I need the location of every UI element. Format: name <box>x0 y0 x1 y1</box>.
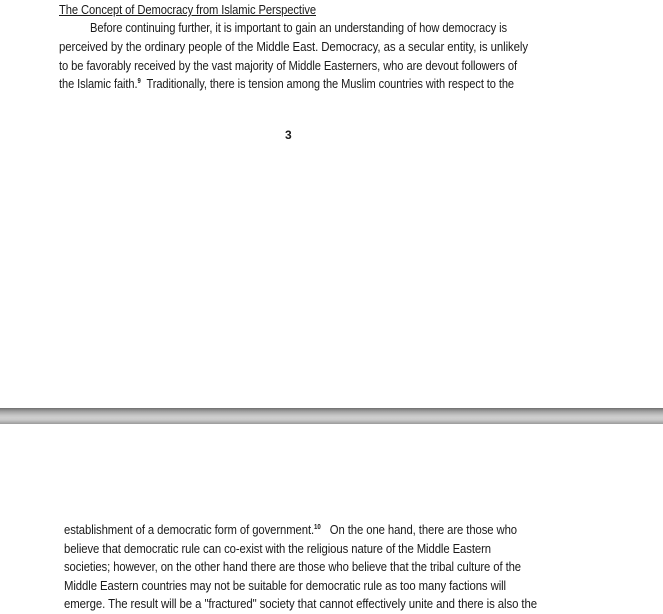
paragraph-line: perceived by the ordinary people of the Middle East. Democracy, as a secular entity, is unlikely <box>59 39 528 54</box>
footnote-marker: 10 <box>314 524 321 531</box>
page-number: 3 <box>285 128 292 142</box>
line-text: Traditionally, there is tension among the Muslim countries with respect to the <box>140 76 514 91</box>
paragraph-line: to be favorably received by the vast majority of Middle Easterners, who are devout followers of <box>59 58 517 73</box>
line-text: On the one hand, there are those who <box>320 522 517 537</box>
paragraph-line <box>64 523 517 537</box>
paragraph-line: Before continuing further, it is important to gain an understanding of how democracy is <box>90 20 507 35</box>
paragraph-line: emerge. The result will be a "fractured" society that cannot effectively unite and there is also the <box>64 596 537 611</box>
document-page-bottom <box>0 424 663 614</box>
line-text: the Islamic faith. <box>59 76 138 91</box>
page-divider <box>0 408 663 424</box>
paragraph-line: believe that democratic rule can co-exist with the religious nature of the Middle Eastern <box>64 541 491 556</box>
line-text: establishment of a democratic form of government. <box>64 522 315 537</box>
paragraph-line <box>59 77 514 91</box>
footnote-marker: 9 <box>137 78 141 85</box>
paragraph-line: Middle Eastern countries may not be suitable for democratic rule as too many factions will <box>64 578 506 593</box>
paragraph-line: societies; however, on the other hand there are those who believe that the tribal culture of the <box>64 559 521 574</box>
section-heading: The Concept of Democracy from Islamic Perspective <box>59 2 316 17</box>
